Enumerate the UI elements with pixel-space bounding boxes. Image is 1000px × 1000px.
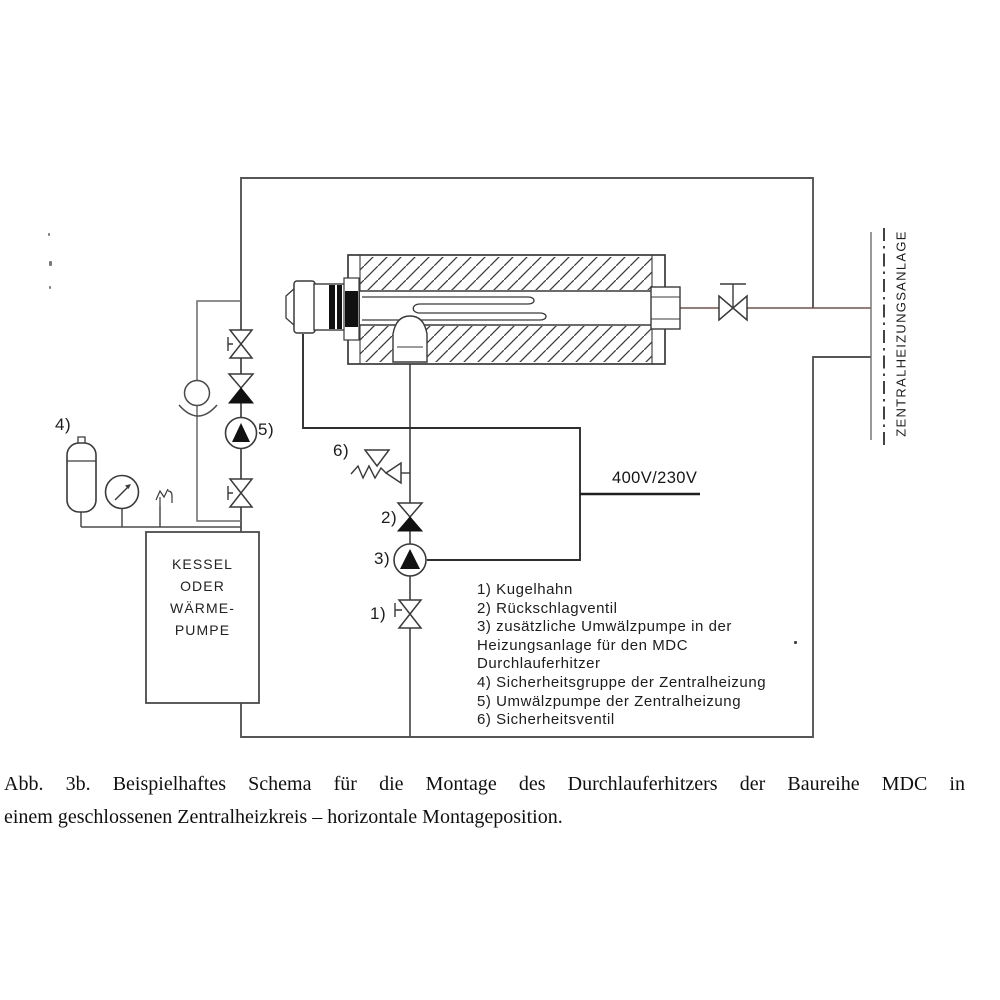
- expansion-vessel-icon: [67, 437, 96, 512]
- drain-valve-icon: [156, 489, 172, 506]
- label-4: 4): [55, 415, 72, 434]
- legend-item: 4) Sicherheitsgruppe der Zentralheizung: [477, 673, 767, 691]
- caption-line-2: einem geschlossenen Zentralheizkreis – horizontale Montageposition.: [4, 806, 563, 828]
- kessel-line-2: ODER: [180, 578, 225, 594]
- kessel-label: [146, 553, 259, 641]
- ball-valve-top: [228, 330, 252, 358]
- label-1: 1): [370, 604, 387, 623]
- pump-5-icon: [226, 418, 257, 449]
- safety-valve-6-icon: [351, 450, 410, 483]
- check-valve-left: [229, 374, 253, 403]
- scan-artifact: [794, 641, 797, 644]
- scan-artifact: [49, 286, 51, 289]
- legend-item: 2) Rückschlagventil: [477, 599, 618, 617]
- electrical-plug: [286, 278, 359, 340]
- legend-item: Durchlauferhitzer: [477, 655, 601, 673]
- label-3: 3): [374, 549, 391, 568]
- power-label: 400V/230V: [612, 469, 698, 487]
- legend-item: 1) Kugelhahn: [477, 581, 573, 598]
- safety-group-pipe: [81, 506, 241, 527]
- label-5: 5): [258, 420, 275, 439]
- legend-item: 6) Sicherheitsventil: [477, 711, 615, 729]
- label-6: 6): [333, 441, 350, 460]
- heater-unit: [286, 255, 680, 364]
- ball-valve-left-bottom: [228, 479, 252, 507]
- scan-artifact: [49, 261, 52, 266]
- outlet-fitting: [651, 287, 680, 329]
- air-separator-icon: [179, 381, 217, 417]
- kessel-line-3: WÄRME-: [170, 600, 235, 616]
- kessel-line-1: KESSEL: [171, 556, 234, 572]
- kessel-line-4: PUMPE: [174, 622, 231, 638]
- supply-shutoff-valve-icon: [719, 284, 747, 320]
- legend-item: 5) Umwälzpumpe der Zentralheizung: [477, 692, 742, 710]
- figure-caption: [4, 768, 965, 834]
- scan-artifact: [48, 233, 50, 236]
- check-valve-2-icon: [398, 503, 422, 531]
- caption-line-1: Abb. 3b. Beispielhaftes Schema für die Montage des Durchlauferhitzers der Baureihe MDC in: [4, 773, 965, 795]
- system-boundary-lines: [871, 228, 884, 446]
- legend: [477, 581, 766, 730]
- pressure-gauge-icon: [106, 476, 139, 509]
- legend-item: Heizungsanlage für den MDC: [477, 636, 689, 654]
- inlet-dome: [393, 316, 427, 362]
- legend-item: 3) zusätzliche Umwälzpumpe in der: [477, 618, 732, 636]
- ball-valve-1-icon: [395, 600, 421, 628]
- label-2: 2): [381, 508, 398, 527]
- pump-3-icon: [394, 544, 426, 576]
- central-heating-system-label: ZENTRALHEIZUNGSANLAGE: [893, 230, 909, 437]
